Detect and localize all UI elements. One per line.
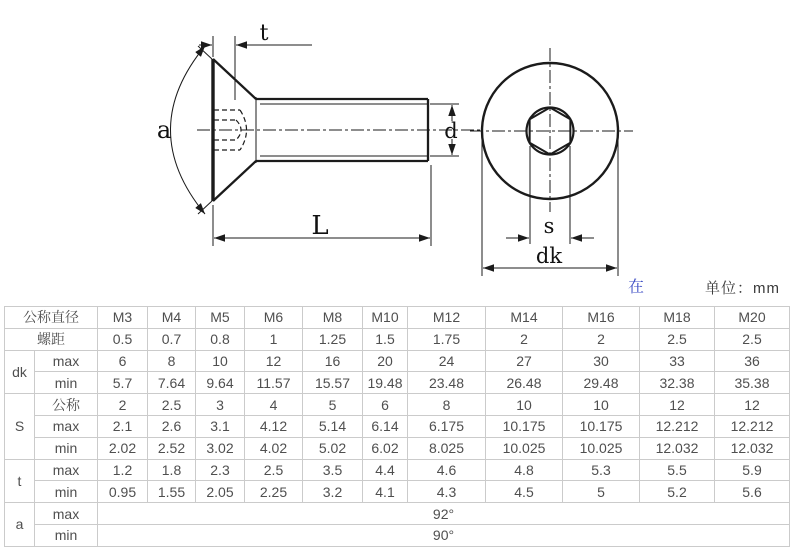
table-row	[5, 524, 790, 546]
dk-min-cell: 32.38	[640, 372, 715, 394]
t-max-cell: 4.8	[486, 459, 563, 481]
t-min-cell: 0.95	[98, 481, 148, 503]
s-max-cell: 3.1	[196, 415, 245, 437]
dim-label-d: d	[444, 119, 458, 143]
s-max-cell: 6.14	[363, 415, 408, 437]
dk-min-cell: 23.48	[408, 372, 486, 394]
t-min-cell: 4.3	[408, 481, 486, 503]
size-header-cell: M6	[245, 307, 303, 329]
t-max-cell: 3.5	[303, 459, 363, 481]
group-label-a: a	[5, 503, 35, 547]
s-min-cell: 6.02	[363, 437, 408, 459]
s-min-cell: 12.032	[715, 437, 790, 459]
sub-label-cell: max	[35, 459, 98, 481]
s-nominal-cell: 5	[303, 394, 363, 416]
dim-label-s: s	[543, 214, 555, 238]
side-view	[157, 21, 482, 246]
watermark-char: 在	[628, 279, 645, 296]
size-header-cell: M18	[640, 307, 715, 329]
s-nominal-cell: 2	[98, 394, 148, 416]
s-nominal-cell: 12	[640, 394, 715, 416]
group-label-t: t	[5, 459, 35, 503]
t-min-cell: 2.25	[245, 481, 303, 503]
end-view	[470, 48, 633, 276]
s-min-cell: 3.02	[196, 437, 245, 459]
size-header-cell: M12	[408, 307, 486, 329]
s-min-cell: 12.032	[640, 437, 715, 459]
s-nominal-cell: 4	[245, 394, 303, 416]
table-row	[5, 459, 790, 481]
t-min-cell: 4.1	[363, 481, 408, 503]
sub-label-cell: 公称	[35, 394, 98, 416]
dk-max-cell: 12	[245, 350, 303, 372]
dim-label-dk: dk	[535, 244, 563, 268]
spec-table	[4, 306, 790, 547]
table-row	[5, 503, 790, 525]
t-min-cell: 1.55	[148, 481, 196, 503]
pitch-cell: 2.5	[640, 328, 715, 350]
s-max-cell: 10.175	[486, 415, 563, 437]
group-label-s: S	[5, 394, 35, 459]
size-header-cell: M10	[363, 307, 408, 329]
dk-max-cell: 10	[196, 350, 245, 372]
s-min-cell: 10.025	[486, 437, 563, 459]
sub-label-cell: max	[35, 503, 98, 525]
s-nominal-cell: 12	[715, 394, 790, 416]
table-row	[5, 372, 790, 394]
pitch-cell: 0.5	[98, 328, 148, 350]
row-label-pitch: 螺距	[5, 328, 98, 350]
table-row	[5, 481, 790, 503]
t-max-cell: 4.6	[408, 459, 486, 481]
t-min-cell: 3.2	[303, 481, 363, 503]
s-max-cell: 12.212	[715, 415, 790, 437]
dk-min-cell: 11.57	[245, 372, 303, 394]
s-min-cell: 2.52	[148, 437, 196, 459]
dk-min-cell: 26.48	[486, 372, 563, 394]
s-min-cell: 10.025	[563, 437, 640, 459]
dk-min-cell: 7.64	[148, 372, 196, 394]
s-nominal-cell: 3	[196, 394, 245, 416]
s-max-cell: 2.1	[98, 415, 148, 437]
t-min-cell: 4.5	[486, 481, 563, 503]
size-header-cell: M14	[486, 307, 563, 329]
dk-min-cell: 19.48	[363, 372, 408, 394]
table-row	[5, 437, 790, 459]
sub-label-cell: min	[35, 481, 98, 503]
s-min-cell: 4.02	[245, 437, 303, 459]
s-max-cell: 10.175	[563, 415, 640, 437]
pitch-cell: 2.5	[715, 328, 790, 350]
s-max-cell: 4.12	[245, 415, 303, 437]
s-max-cell: 5.14	[303, 415, 363, 437]
dk-min-cell: 15.57	[303, 372, 363, 394]
dk-min-cell: 35.38	[715, 372, 790, 394]
s-nominal-cell: 6	[363, 394, 408, 416]
sub-label-cell: min	[35, 437, 98, 459]
table-row	[5, 350, 790, 372]
dk-max-cell: 8	[148, 350, 196, 372]
size-header-cell: M4	[148, 307, 196, 329]
table-row	[5, 394, 790, 416]
a-max-cell: 92°	[98, 503, 790, 525]
dk-max-cell: 16	[303, 350, 363, 372]
s-nominal-cell: 10	[486, 394, 563, 416]
dk-max-cell: 33	[640, 350, 715, 372]
pitch-cell: 1.25	[303, 328, 363, 350]
a-min-cell: 90°	[98, 524, 790, 546]
size-header-cell: M3	[98, 307, 148, 329]
spec-table-wrap	[4, 306, 790, 547]
t-max-cell: 1.2	[98, 459, 148, 481]
dim-label-t: t	[259, 21, 269, 46]
s-nominal-cell: 8	[408, 394, 486, 416]
s-max-cell: 6.175	[408, 415, 486, 437]
cone-bottom-edge	[213, 161, 256, 201]
s-max-cell: 12.212	[640, 415, 715, 437]
t-min-cell: 5.2	[640, 481, 715, 503]
group-label-dk: dk	[5, 350, 35, 394]
t-min-cell: 5.6	[715, 481, 790, 503]
dk-min-cell: 5.7	[98, 372, 148, 394]
row-label-diameter: 公称直径	[5, 307, 98, 329]
t-max-cell: 4.4	[363, 459, 408, 481]
t-max-cell: 2.5	[245, 459, 303, 481]
pitch-cell: 0.7	[148, 328, 196, 350]
t-max-cell: 5.9	[715, 459, 790, 481]
s-min-cell: 8.025	[408, 437, 486, 459]
s-max-cell: 2.6	[148, 415, 196, 437]
dimension-L	[213, 165, 431, 246]
dk-max-cell: 6	[98, 350, 148, 372]
dk-max-cell: 20	[363, 350, 408, 372]
pitch-cell: 2	[486, 328, 563, 350]
size-header-cell: M20	[715, 307, 790, 329]
dk-max-cell: 30	[563, 350, 640, 372]
sub-label-cell: max	[35, 415, 98, 437]
dk-min-cell: 29.48	[563, 372, 640, 394]
pitch-cell: 2	[563, 328, 640, 350]
t-max-cell: 5.3	[563, 459, 640, 481]
size-header-cell: M5	[196, 307, 245, 329]
pitch-cell: 1.75	[408, 328, 486, 350]
s-min-cell: 5.02	[303, 437, 363, 459]
sub-label-cell: max	[35, 350, 98, 372]
t-max-cell: 2.3	[196, 459, 245, 481]
dim-label-a: a	[156, 116, 172, 144]
s-nominal-cell: 2.5	[148, 394, 196, 416]
pitch-cell: 1.5	[363, 328, 408, 350]
dk-max-cell: 36	[715, 350, 790, 372]
dk-max-cell: 24	[408, 350, 486, 372]
unit-label: 单位：mm	[705, 280, 780, 297]
sub-label-cell: min	[35, 372, 98, 394]
pitch-cell: 1	[245, 328, 303, 350]
t-min-cell: 5	[563, 481, 640, 503]
size-header-cell: M16	[563, 307, 640, 329]
dk-min-cell: 9.64	[196, 372, 245, 394]
pitch-cell: 0.8	[196, 328, 245, 350]
dk-max-cell: 27	[486, 350, 563, 372]
size-header-cell: M8	[303, 307, 363, 329]
table-row	[5, 415, 790, 437]
dim-label-L: L	[311, 211, 329, 241]
sub-label-cell: min	[35, 524, 98, 546]
s-min-cell: 2.02	[98, 437, 148, 459]
t-max-cell: 5.5	[640, 459, 715, 481]
s-nominal-cell: 10	[563, 394, 640, 416]
t-min-cell: 2.05	[196, 481, 245, 503]
t-max-cell: 1.8	[148, 459, 196, 481]
table-row	[5, 328, 790, 350]
table-row	[5, 307, 790, 329]
